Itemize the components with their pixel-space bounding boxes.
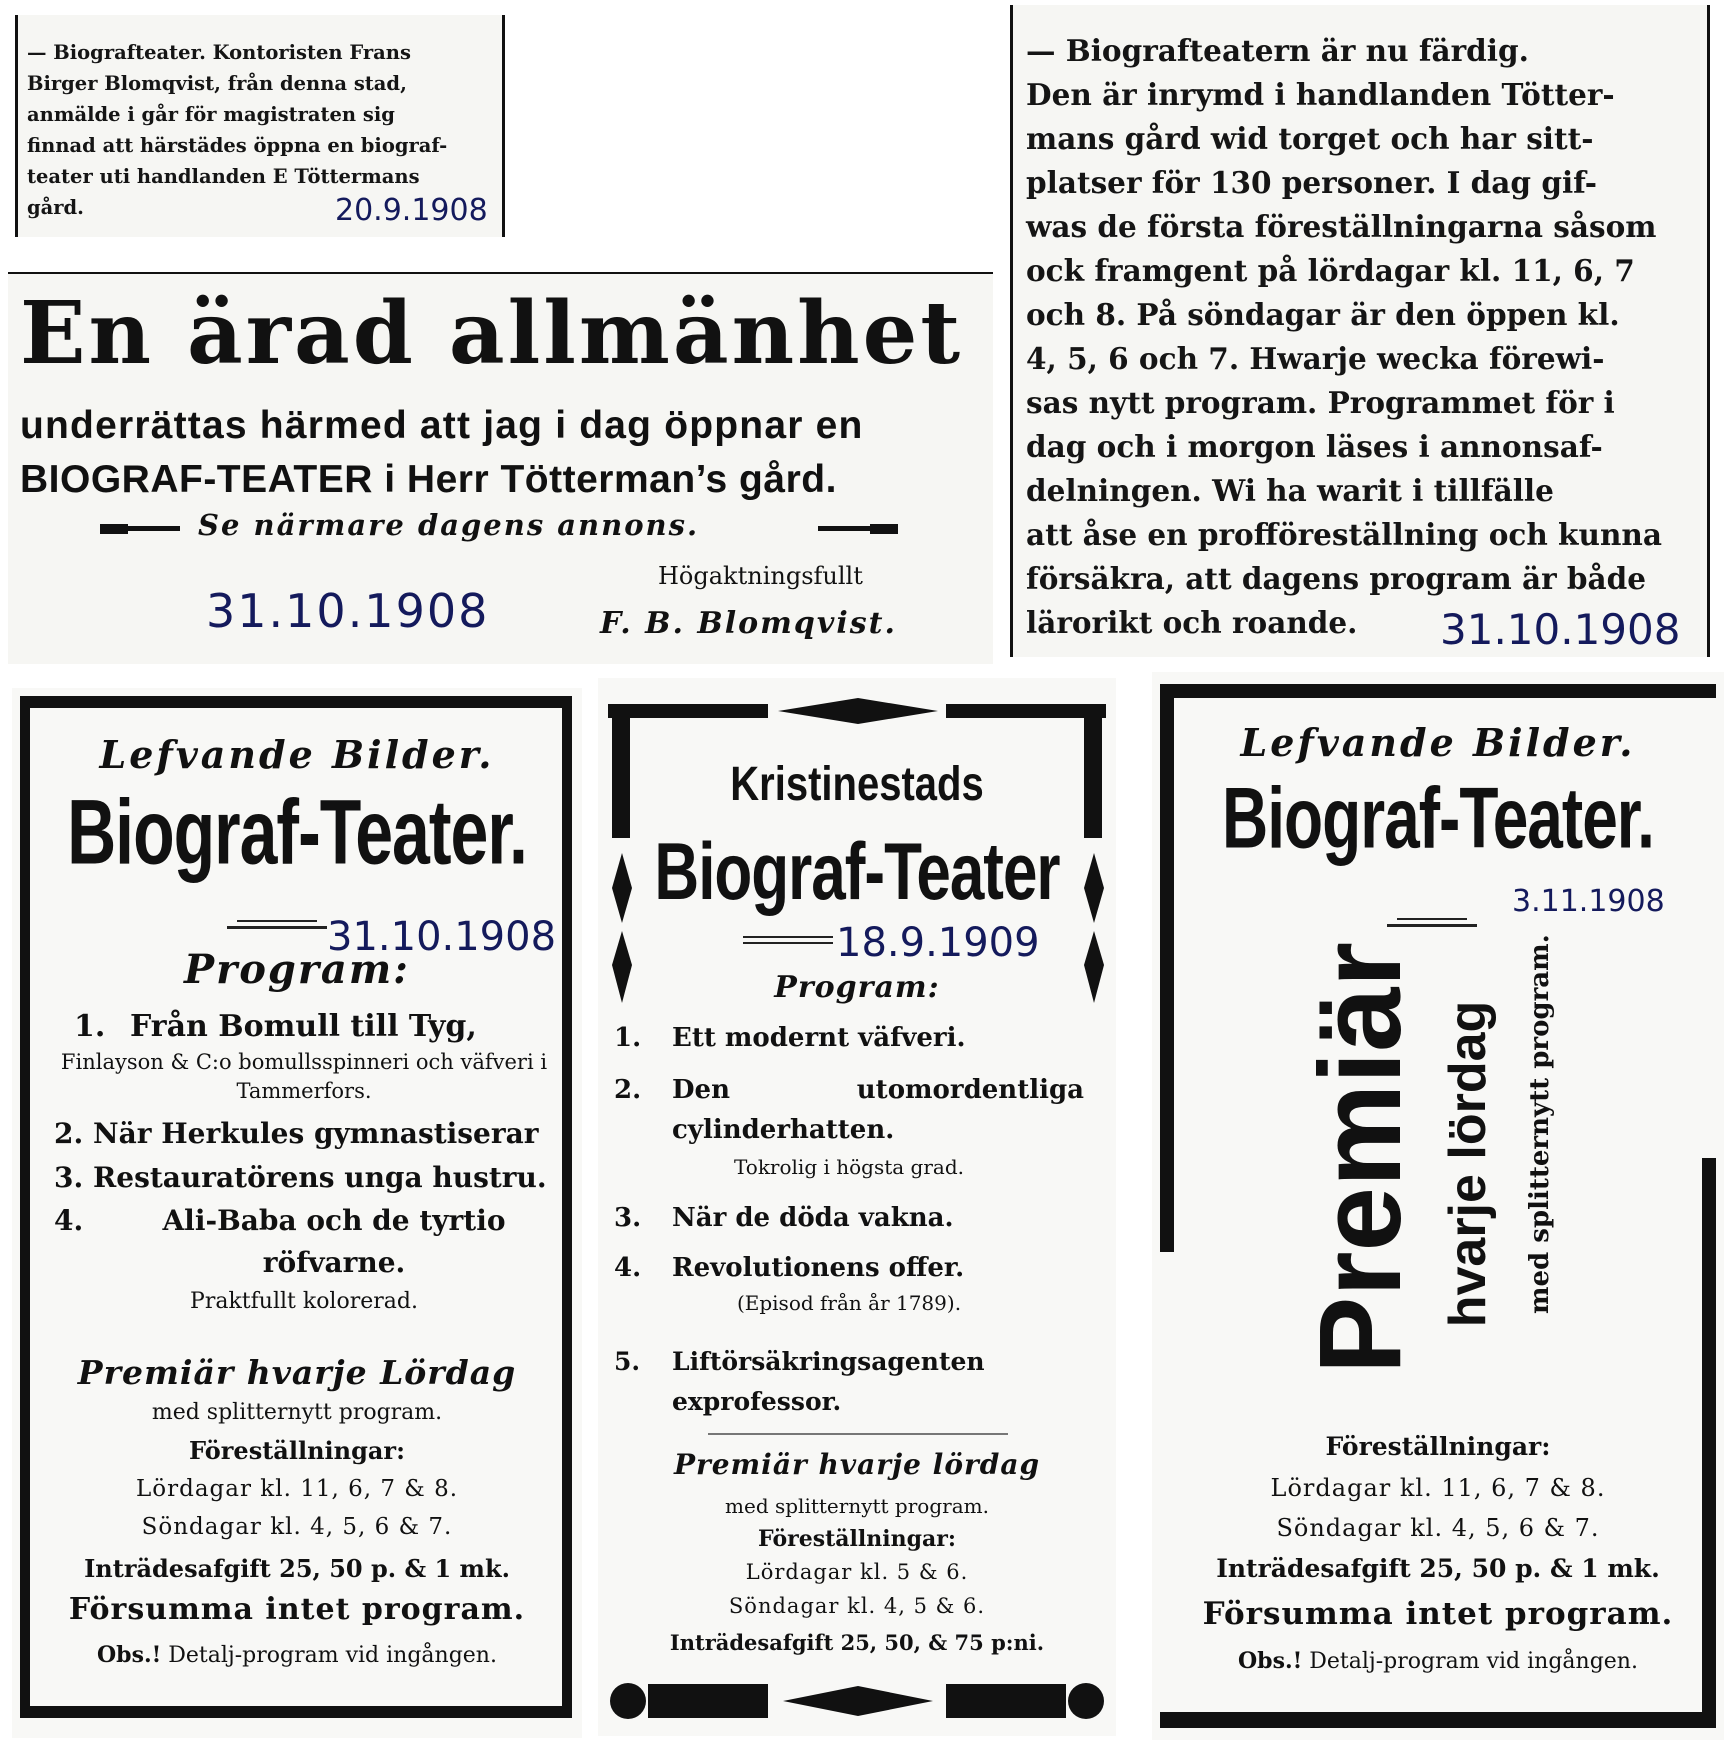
article-line: ock framgent på lördagar kl. 11, 6, 7 xyxy=(1026,253,1635,288)
program-item: 2. Den utomordentliga cylinderhatten. xyxy=(614,1075,1084,1145)
premiere-big: Premiär xyxy=(1295,941,1425,1374)
see-announcement-text: Se närmare dagens annons. xyxy=(198,508,700,542)
program-ad-1908-10-31 xyxy=(12,688,582,1738)
shows-label: Föreställningar: xyxy=(758,1526,956,1552)
shows-label: Föreställningar: xyxy=(1325,1432,1551,1461)
frame-right xyxy=(1084,708,1102,838)
premiere-mid: hvarje lördag xyxy=(1439,1000,1497,1328)
program-label: Program: xyxy=(774,970,940,1005)
admission-fee: Inträdesafgift 25, 50 p. & 1 mk. xyxy=(84,1554,510,1583)
announcement-line-2: BIOGRAF-TEATER i Herr Tötterman’s gård. xyxy=(20,458,837,501)
frame-top xyxy=(1160,684,1716,698)
sunday-times: Söndagar kl. 4, 5, 6 & 7. xyxy=(141,1514,453,1540)
ornament-rule xyxy=(1387,918,1477,927)
premiere-sub: med splitternytt program. xyxy=(151,1400,443,1425)
premiere-line: Premiär hvarje Lördag xyxy=(77,1353,517,1392)
program-item: 3. Restauratörens unga hustru. xyxy=(54,1161,547,1194)
ad-title: Biograf-Teater. xyxy=(67,781,527,884)
column-rule-right xyxy=(1707,5,1710,657)
pointing-hand-left-icon xyxy=(100,520,180,536)
program-ad-1909-09-18 xyxy=(598,678,1116,1736)
ad-kicker: Lefvande Bilder. xyxy=(1240,720,1636,765)
article-line: och 8. På söndagar är den öppen kl. xyxy=(1026,297,1620,332)
date-label: 20.9.1908 xyxy=(335,193,488,228)
notice-line: finnad att härstädes öppna en biograf- xyxy=(27,134,448,157)
premiere-small: med splitternytt program. xyxy=(1525,934,1555,1314)
date-label: 3.11.1908 xyxy=(1512,884,1665,919)
article-text xyxy=(1026,29,1696,645)
miss-no-program: Försumma intet program. xyxy=(68,1592,526,1627)
article-line: mans gård wid torget och har sitt- xyxy=(1026,121,1594,156)
top-rule xyxy=(8,272,993,274)
program-label: Program: xyxy=(184,946,410,993)
program-list xyxy=(614,1020,1084,1422)
sunday-times: Söndagar kl. 4, 5 & 6. xyxy=(728,1594,986,1618)
greeting: Högaktningsfullt xyxy=(658,562,863,590)
program-item: 1. Ett modernt väfveri. xyxy=(614,1023,966,1053)
obs-note: Obs.! Detalj-program vid ingången. xyxy=(1238,1648,1638,1674)
program-item: 4. Ali-Baba och de tyrtio röfvarne. xyxy=(54,1204,506,1279)
article-line: delningen. Wi ha warit i tillfälle xyxy=(1026,473,1554,508)
saturday-times: Lördagar kl. 11, 6, 7 & 8. xyxy=(135,1476,459,1502)
article-line: försäkra, att dagens program är både xyxy=(1026,561,1647,596)
notice-line: teater uti handlanden E Töttermans xyxy=(27,165,420,188)
headline: En ärad allmänhet xyxy=(20,283,964,384)
notice-line: gård. xyxy=(27,196,84,219)
frame-bottom xyxy=(20,1706,572,1718)
article-line: — Biografteatern är nu färdig. xyxy=(1026,33,1529,68)
premiere-rotated-block xyxy=(1295,934,1590,1374)
ad-kicker: Lefvande Bilder. xyxy=(99,732,495,777)
article-line: att åse en profföreställning och kunna xyxy=(1026,517,1662,552)
date-label: 31.10.1908 xyxy=(1440,605,1681,654)
frame-right xyxy=(1702,1158,1716,1718)
program-item: 3. När de döda vakna. xyxy=(614,1203,954,1233)
program-item: 1. Från Bomull till Tyg, xyxy=(74,1009,477,1044)
notice-line: — Biografteater. Kontoristen Frans xyxy=(27,41,411,64)
program-item-sub: Tokrolig i högsta grad. xyxy=(733,1155,964,1179)
frame-bottom xyxy=(1160,1712,1716,1728)
date-label: 31.10.1908 xyxy=(206,584,490,638)
date-label: 18.9.1909 xyxy=(836,920,1040,966)
program-item-sub: Finlayson & C:o bomullsspinneri och väfveri i Tammerfors. xyxy=(60,1050,548,1103)
ornament-top xyxy=(608,694,1106,734)
notice-line: anmälde i går för magistraten sig xyxy=(27,103,395,126)
ornament-bottom xyxy=(608,1678,1106,1724)
program-item: 5. Liftörsäkringsagenten exprofessor. xyxy=(614,1347,985,1416)
premiere-sub: med splitternytt program. xyxy=(725,1494,989,1518)
article-line: 4, 5, 6 och 7. Hwarje wecka förewi- xyxy=(1026,341,1605,376)
column-rule-right xyxy=(502,15,505,237)
program-item: 2. När Herkules gymnastiserar xyxy=(54,1117,539,1150)
program-item: 4. Revolutionens offer. xyxy=(614,1253,965,1283)
pointing-hand-right-icon xyxy=(818,520,898,536)
signature: F. B. Blomqvist. xyxy=(600,606,897,641)
program-item-sub: Praktfullt kolorerad. xyxy=(190,1289,418,1314)
miss-no-program: Försumma intet program. xyxy=(1202,1596,1674,1632)
column-rule-left xyxy=(15,15,18,237)
ad-title: Biograf-Teater. xyxy=(1222,769,1654,867)
sunday-times: Söndagar kl. 4, 5, 6 & 7. xyxy=(1276,1514,1600,1542)
admission-fee: Inträdesafgift 25, 50, & 75 p:ni. xyxy=(669,1630,1045,1655)
program-item-sub: (Episod från år 1789). xyxy=(736,1291,962,1315)
program-ad-1908-11-03 xyxy=(1152,672,1724,1740)
article-line: was de första föreställningarna såsom xyxy=(1026,209,1657,244)
frame-top xyxy=(20,696,572,708)
saturday-times: Lördagar kl. 5 & 6. xyxy=(745,1560,969,1584)
column-rule-left xyxy=(1010,5,1013,657)
announcement-clipping-1908-10-31 xyxy=(8,272,993,664)
obs-note: Obs.! Detalj-program vid ingången. xyxy=(97,1642,497,1668)
article-clipping-1908-10-31 xyxy=(1010,5,1710,657)
ornament-rule xyxy=(743,936,833,944)
frame-left xyxy=(1160,684,1174,1252)
divider xyxy=(708,1433,1008,1435)
ornament-rule xyxy=(227,920,327,929)
article-line: sas nytt program. Programmet för i xyxy=(1026,385,1615,420)
announcement-line-1: underrättas härmed att jag i dag öppnar en xyxy=(20,404,864,447)
admission-fee: Inträdesafgift 25, 50 p. & 1 mk. xyxy=(1216,1554,1660,1583)
ad-title: Biograf-Teater xyxy=(654,827,1060,917)
article-line: lärorikt och roande. xyxy=(1026,605,1358,640)
date-label: 31.10.1908 xyxy=(327,914,557,960)
notice-clipping-1908-09-20 xyxy=(15,15,505,237)
notice-line: Birger Blomqvist, från denna stad, xyxy=(27,72,407,95)
article-line: platser för 130 personer. I dag gif- xyxy=(1026,165,1598,200)
frame-left xyxy=(20,696,30,1716)
frame-right xyxy=(562,696,572,1716)
ad-kicker: Kristinestads xyxy=(730,758,984,811)
saturday-times: Lördagar kl. 11, 6, 7 & 8. xyxy=(1270,1474,1606,1502)
shows-label: Föreställningar: xyxy=(189,1436,405,1465)
premiere-line: Premiär hvarje lördag xyxy=(673,1448,1041,1481)
article-line: dag och i morgon läses i annonsaf- xyxy=(1026,429,1603,464)
program-list xyxy=(54,1008,554,1320)
article-line: Den är inrymd i handlanden Tötter- xyxy=(1026,77,1615,112)
